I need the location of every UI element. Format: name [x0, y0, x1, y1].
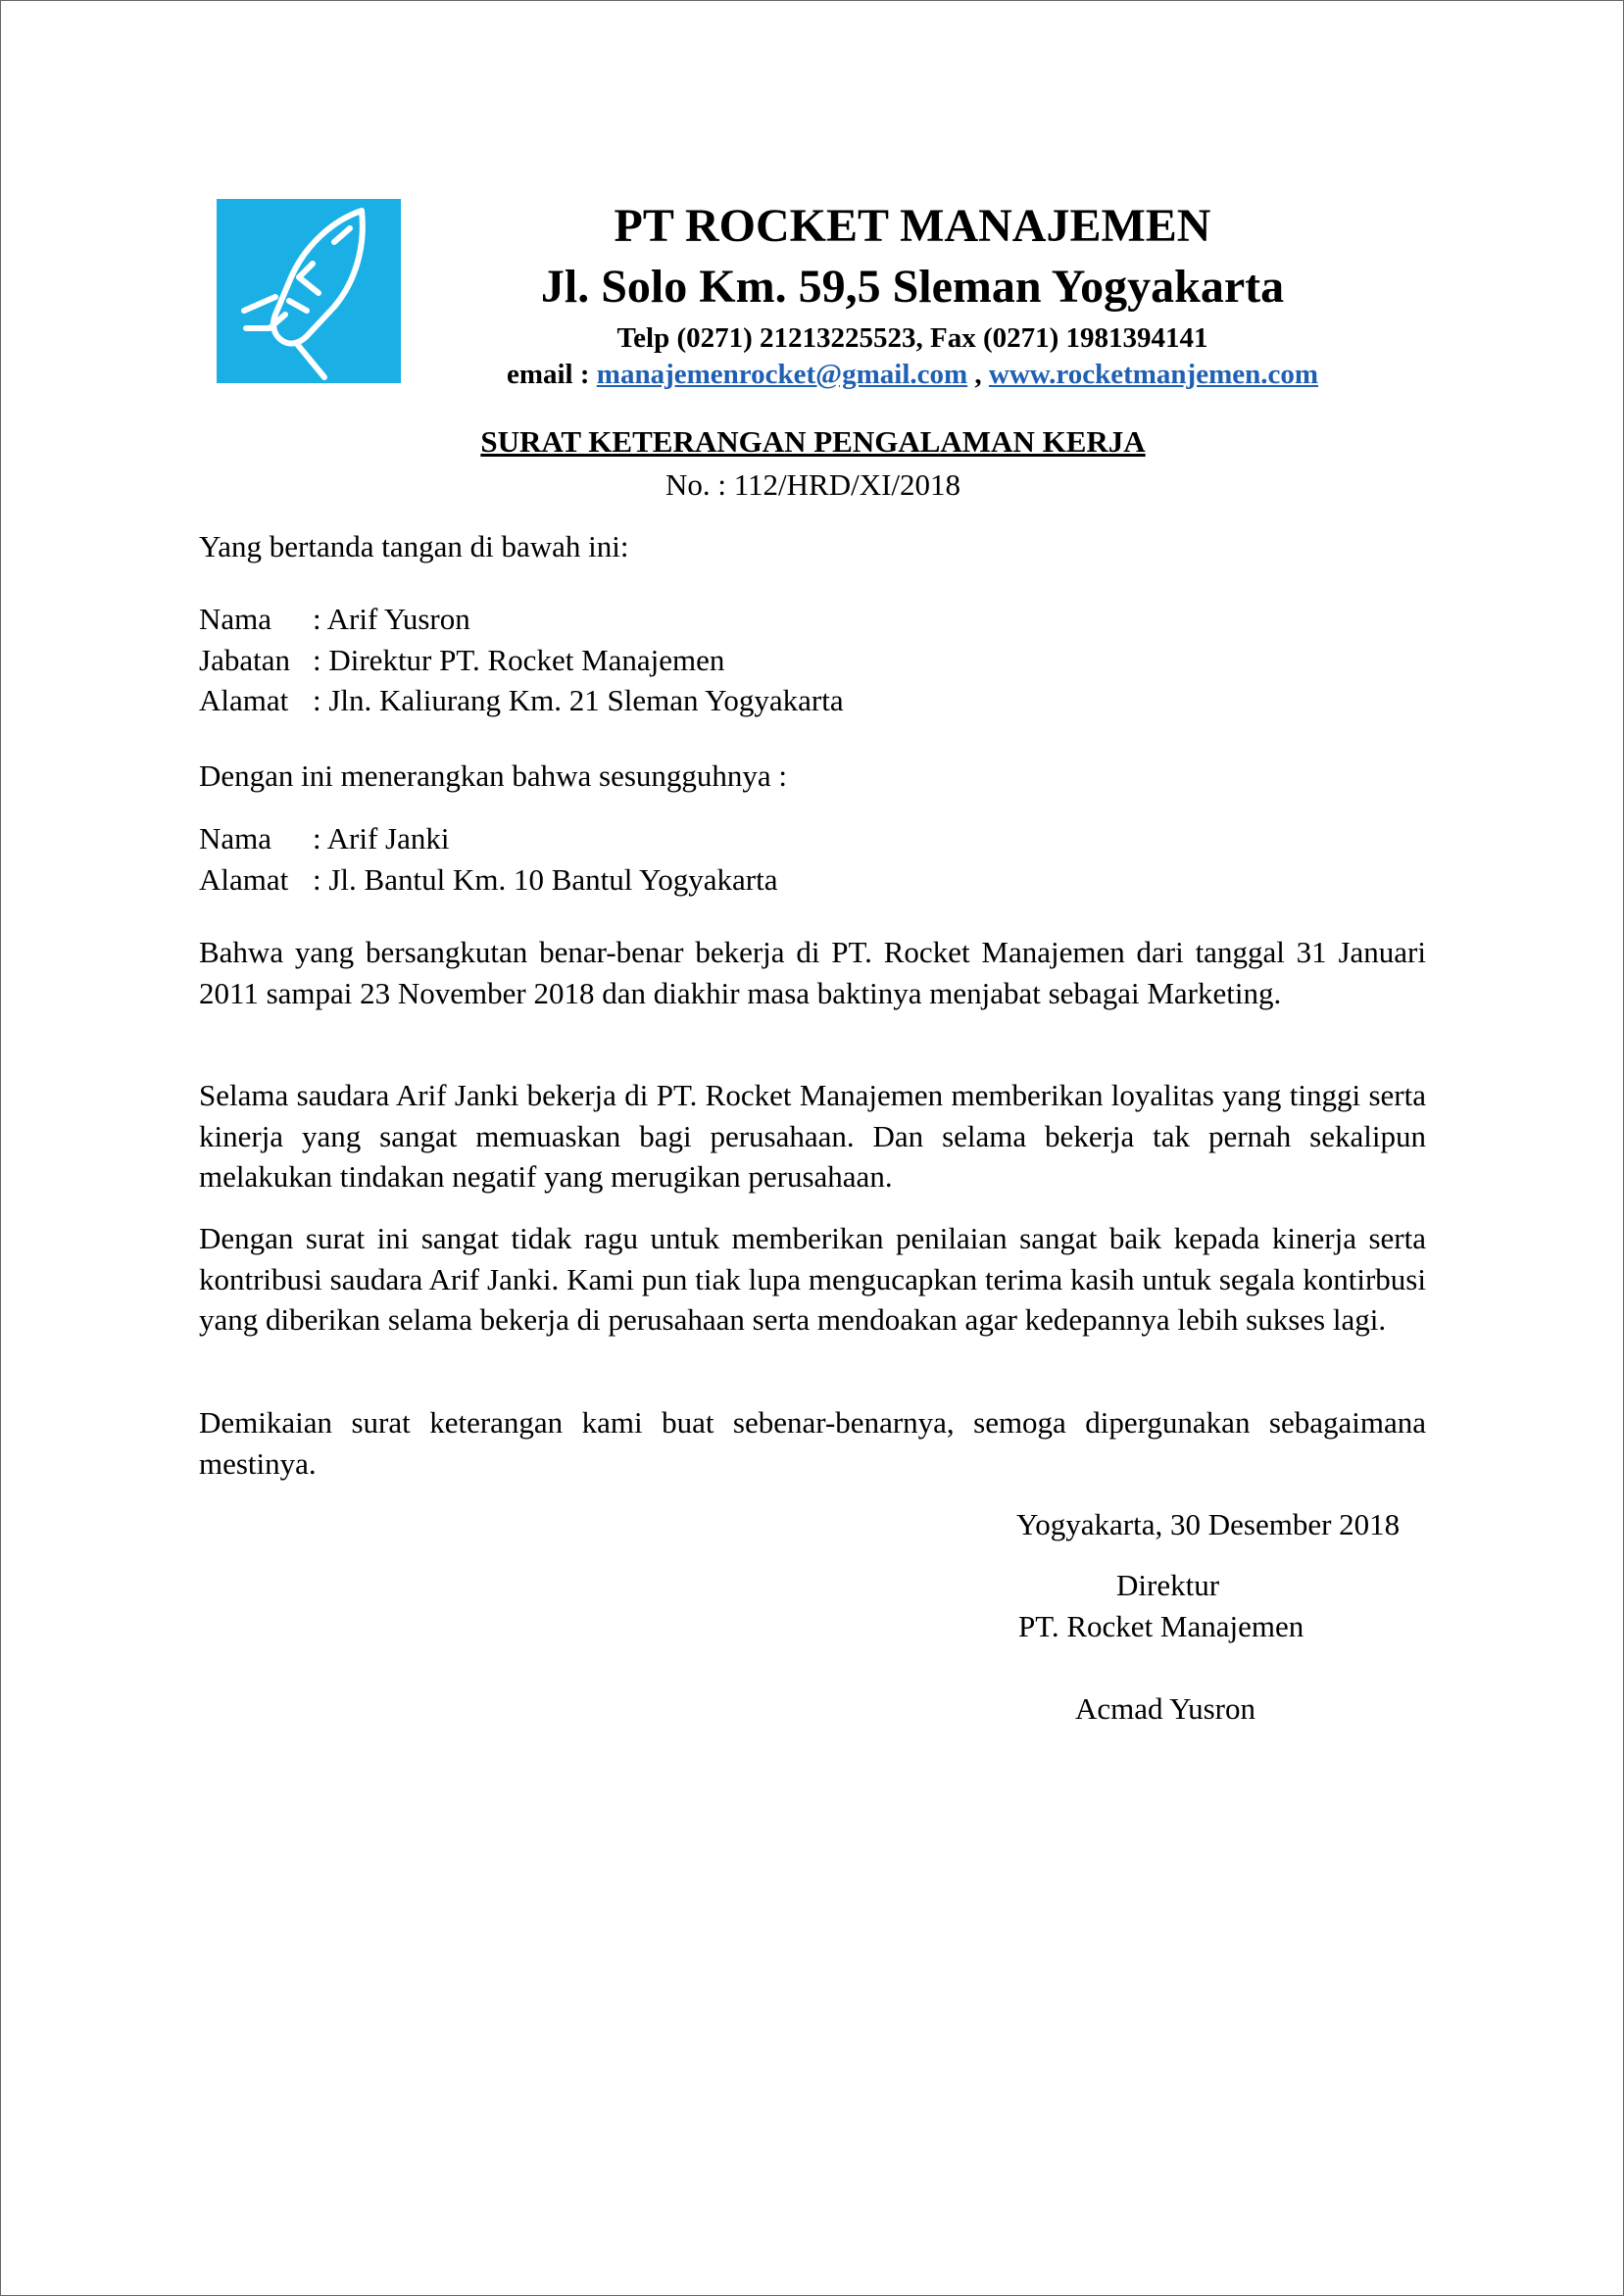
letter-number: No. : 112/HRD/XI/2018 — [664, 467, 961, 502]
employee-address-row — [199, 859, 1426, 901]
paragraph-employment: Bahwa yang bersangkutan benar-benar bekerja di PT. Rocket Manajemen dari tanggal 31 Januari 2011 sampai 23 November 2018 dan diakhir masa baktinya menjabat sebagai Marketing. — [199, 935, 1426, 1010]
intro-text: Yang bertanda tangan di bawah ini: — [199, 529, 629, 563]
signer-name-row — [199, 599, 1426, 640]
signer-details — [199, 599, 1426, 721]
statement-text: Dengan ini menerangkan bahwa sesungguhnya : — [199, 758, 788, 793]
company-name: PT ROCKET MANAJEMEN — [614, 200, 1211, 252]
company-address: Jl. Solo Km. 59,5 Sleman Yogyakarta — [540, 261, 1285, 313]
email-link[interactable]: manajemenrocket@gmail.com — [596, 359, 968, 390]
field-value: : Jln. Kaliurang Km. 21 Sleman Yogyakarta — [313, 683, 844, 717]
company-phone-fax: Telp (0271) 21213225523, Fax (0271) 1981394141 — [616, 322, 1208, 354]
field-label: Alamat — [199, 861, 289, 897]
letter-title: SURAT KETERANGAN PENGALAMAN KERJA — [480, 424, 1146, 459]
company-contact-line — [422, 356, 1403, 393]
employee-details — [199, 818, 1426, 900]
website-link[interactable]: www.rocketmanjemen.com — [988, 359, 1319, 390]
place-date: Yogyakarta, 30 Desember 2018 — [1016, 1507, 1401, 1541]
paragraph-loyalty: Selama saudara Arif Janki bekerja di PT. Rocket Manajemen memberikan loyalitas yang tinggi serta kinerja yang sangat memuaskan bagi perusahaan. Dan selama bekerja tak pernah sekalipun melakukan tindakan negatif yang merugikan perusahaan. — [199, 1078, 1426, 1194]
employee-name-row — [199, 818, 1426, 859]
field-value: : Arif Yusron — [313, 602, 470, 636]
signer-company: PT. Rocket Manajemen — [1018, 1609, 1304, 1643]
signer-address-row — [199, 680, 1426, 721]
rocket-icon — [217, 199, 401, 383]
field-value: : Arif Janki — [313, 821, 450, 855]
field-label: Alamat — [199, 683, 289, 717]
signer-position-row — [199, 640, 1426, 681]
signer-position: Direktur — [1116, 1568, 1220, 1602]
paragraph-closing: Demikaian surat keterangan kami buat sebenar-benarnya, semoga dipergunakan sebagaimana mestinya. — [199, 1405, 1426, 1481]
field-label: Jabatan — [199, 642, 290, 677]
signer-name: Acmad Yusron — [1075, 1691, 1255, 1726]
contact-separator: , — [974, 359, 982, 390]
field-label: Nama — [199, 602, 272, 636]
field-value: : Jl. Bantul Km. 10 Bantul Yogyakarta — [313, 861, 778, 897]
paragraph-appreciation: Dengan surat ini sangat tidak ragu untuk memberikan penilaian sangat baik kepada kinerja serta kontribusi saudara Arif Janki. Kami pun tiak lupa mengucapkan terima kasih untuk segala kontirbusi yang diberikan selama bekerja di perusahaan serta mendoakan agar kedepannya lebih sukses lagi. — [199, 1221, 1426, 1337]
field-value: : Direktur PT. Rocket Manajemen — [313, 642, 725, 677]
field-label: Nama — [199, 821, 272, 855]
company-logo — [217, 199, 401, 383]
email-label: email : — [506, 359, 590, 390]
